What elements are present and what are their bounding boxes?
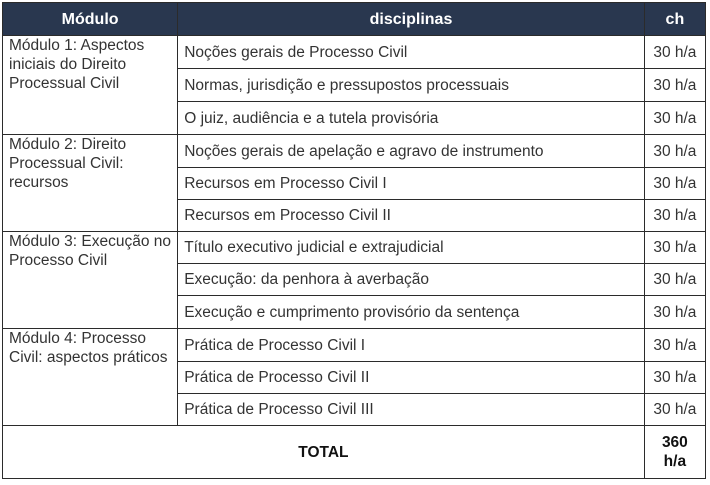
module-title: Módulo 2: Direito Processual Civil: recursos <box>3 135 178 232</box>
discipline-name: Normas, jurisdição e pressupostos processuais <box>178 69 645 102</box>
discipline-hours: 30 h/a <box>644 168 705 200</box>
discipline-hours: 30 h/a <box>644 329 705 362</box>
module-title: Módulo 3: Execução no Processo Civil <box>3 232 178 329</box>
discipline-hours: 30 h/a <box>644 232 705 264</box>
discipline-name: Prática de Processo Civil III <box>178 394 645 426</box>
discipline-name: Prática de Processo Civil I <box>178 329 645 362</box>
discipline-hours: 30 h/a <box>644 135 705 168</box>
table-row <box>3 36 706 69</box>
discipline-name: Título executivo judicial e extrajudicial <box>178 232 645 264</box>
discipline-name: O juiz, audiência e a tutela provisória <box>178 102 645 135</box>
discipline-name: Recursos em Processo Civil I <box>178 168 645 200</box>
curriculum-table <box>2 2 706 479</box>
module-title: Módulo 4: Processo Civil: aspectos práticos <box>3 329 178 426</box>
discipline-name: Prática de Processo Civil II <box>178 362 645 394</box>
total-value: 360 h/a <box>644 426 705 479</box>
discipline-hours: 30 h/a <box>644 296 705 329</box>
discipline-hours: 30 h/a <box>644 394 705 426</box>
table-row <box>3 135 706 168</box>
discipline-hours: 30 h/a <box>644 69 705 102</box>
discipline-name: Execução e cumprimento provisório da sentença <box>178 296 645 329</box>
discipline-hours: 30 h/a <box>644 362 705 394</box>
total-label: TOTAL <box>3 426 645 479</box>
discipline-hours: 30 h/a <box>644 102 705 135</box>
module-header: Módulo <box>3 3 178 36</box>
hours-header: ch <box>644 3 705 36</box>
table-row <box>3 232 706 264</box>
discipline-name: Noções gerais de apelação e agravo de instrumento <box>178 135 645 168</box>
disciplines-header: disciplinas <box>178 3 645 36</box>
module-title: Módulo 1: Aspectos iniciais do Direito Processual Civil <box>3 36 178 135</box>
header-row <box>3 3 706 36</box>
table-row <box>3 329 706 362</box>
discipline-hours: 30 h/a <box>644 36 705 69</box>
discipline-name: Noções gerais de Processo Civil <box>178 36 645 69</box>
total-row <box>3 426 706 479</box>
discipline-name: Execução: da penhora à averbação <box>178 264 645 296</box>
discipline-hours: 30 h/a <box>644 200 705 232</box>
discipline-hours: 30 h/a <box>644 264 705 296</box>
discipline-name: Recursos em Processo Civil II <box>178 200 645 232</box>
